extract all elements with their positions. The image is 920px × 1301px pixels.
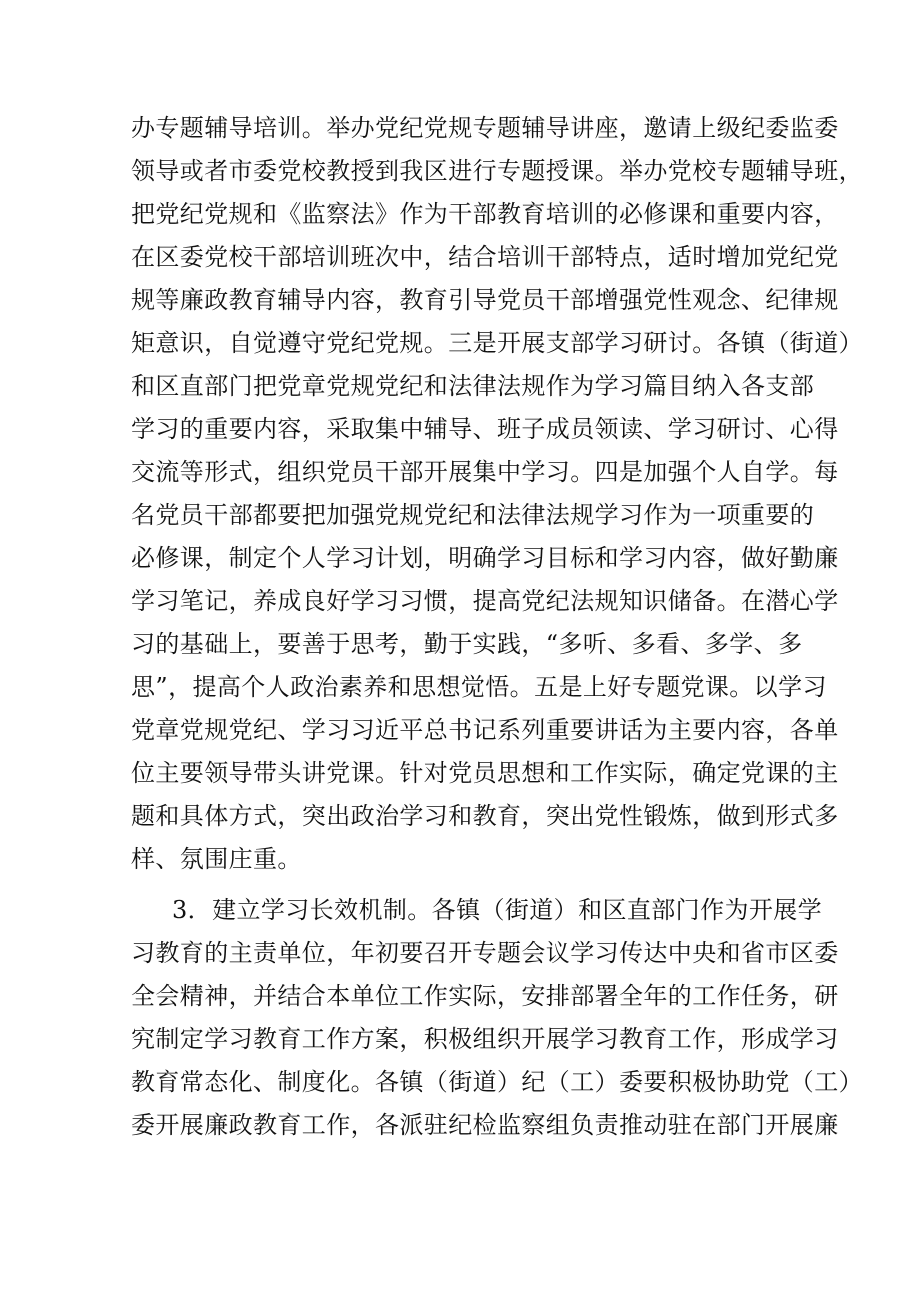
- text-line: 办专题辅导培训。举办党纪党规专题辅导讲座，邀请上级纪委监委: [131, 114, 839, 142]
- text-line: 规等廉政教育辅导内容，教育引导党员干部增强党性观念、纪律规: [131, 286, 839, 314]
- text-line: 学习笔记，养成良好学习习惯，提高党纪法规知识储备。在潜心学: [131, 587, 839, 615]
- text-line: 名党员干部都要把加强党规党纪和法律法规学习作为一项重要的: [131, 501, 815, 529]
- text-line: 交流等形式，组织党员干部开展集中学习。四是加强个人自学。每: [131, 458, 839, 486]
- paragraph-heading-line: 3．建立学习长效机制。各镇（街道）和区直部门作为开展学: [172, 896, 823, 924]
- text-line: 习教育的主责单位，年初要召开专题会议学习传达中央和省市区委: [131, 939, 839, 967]
- text-line: 究制定学习教育工作方案，积极组织开展学习教育工作，形成学习: [131, 1025, 839, 1053]
- text-line: 把党纪党规和《监察法》作为干部教育培训的必修课和重要内容，: [131, 200, 839, 228]
- text-line: 全会精神，并结合本单位工作实际，安排部署全年的工作任务，研: [131, 982, 839, 1010]
- text-line: 必修课，制定个人学习计划，明确学习目标和学习内容，做好勤廉: [131, 544, 839, 572]
- text-line: 样、氛围庄重。: [131, 845, 302, 873]
- text-line: 位主要领导带头讲党课。针对党员思想和工作实际，确定党课的主: [131, 759, 839, 787]
- text-line: 习的基础上，要善于思考，勤于实践，“多听、多看、多学、多: [131, 630, 803, 658]
- text-line: 在区委党校干部培训班次中，结合培训干部特点，适时增加党纪党: [131, 243, 839, 271]
- text-line: 和区直部门把党章党规党纪和法律法规作为学习篇目纳入各支部: [131, 372, 815, 400]
- text-line: 思”，提高个人政治素养和思想觉悟。五是上好专题党课。以学习: [131, 673, 827, 701]
- text-line: 党章党规党纪、学习习近平总书记系列重要讲话为主要内容，各单: [131, 716, 839, 744]
- text-line: 题和具体方式，突出政治学习和教育，突出党性锻炼，做到形式多: [131, 802, 839, 830]
- text-line: 委开展廉政教育工作，各派驻纪检监察组负责推动驻在部门开展廉: [131, 1111, 839, 1139]
- text-line: 领导或者市委党校教授到我区进行专题授课。举办党校专题辅导班，: [131, 157, 863, 185]
- text-line: 矩意识，自觉遵守党纪党规。三是开展支部学习研讨。各镇（街道）: [131, 329, 863, 357]
- text-line: 学习的重要内容，采取集中辅导、班子成员领读、学习研讨、心得: [131, 415, 839, 443]
- text-line: 教育常态化、制度化。各镇（街道）纪（工）委要积极协助党（工）: [131, 1068, 863, 1096]
